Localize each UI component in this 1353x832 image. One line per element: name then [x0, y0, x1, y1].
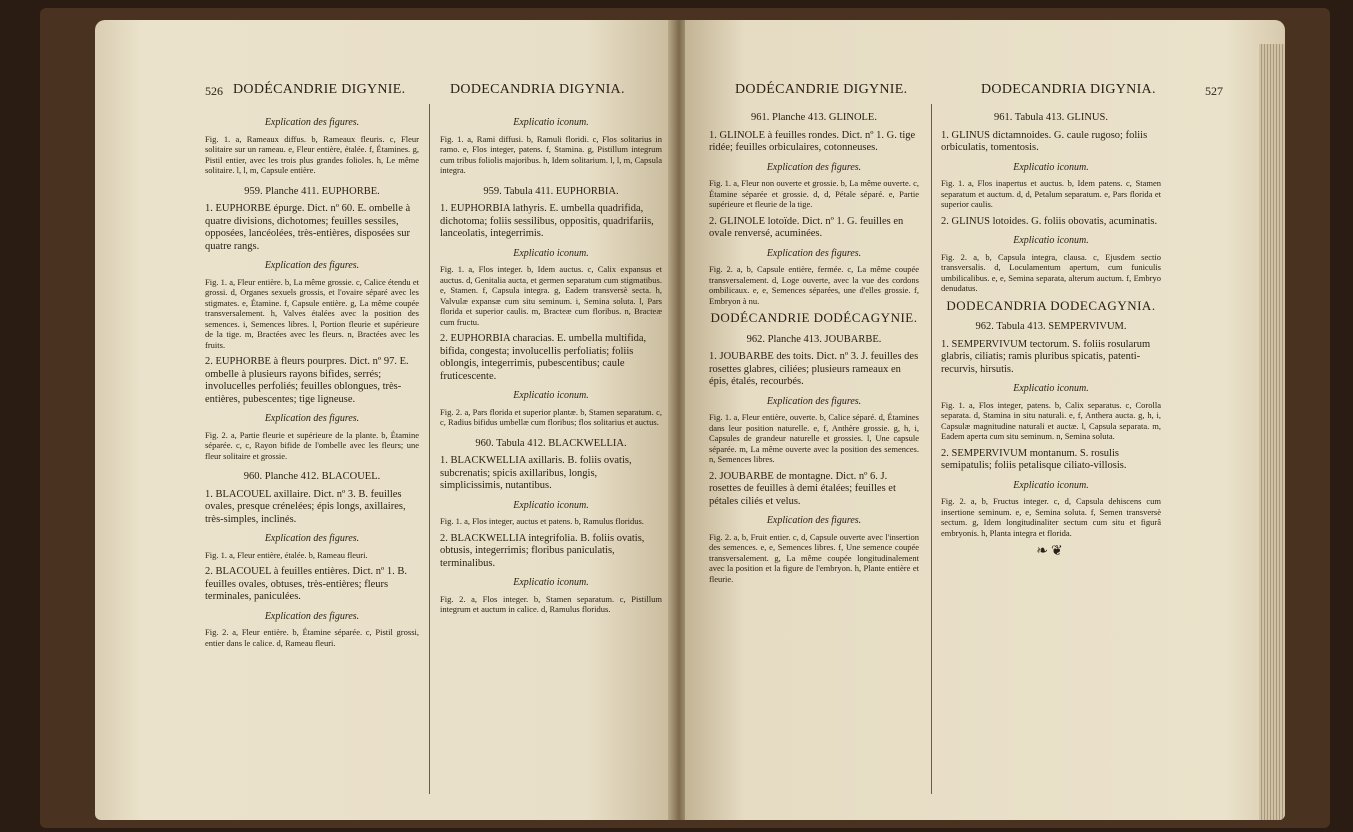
ornament: ❧❦ — [1036, 544, 1066, 559]
explication-heading: Explicatio iconum. — [513, 117, 589, 128]
explication-heading: Explication des figures. — [766, 515, 862, 526]
explication-heading: Explication des figures. — [264, 260, 360, 271]
explication-heading: Explication des figures. — [766, 395, 862, 407]
figure-description: Fig. 2. a, b, Capsule entière, fermée. c, La même coupée transversalement. d, Loge ouverte, avec la vue des cordons ombilicaux. e, e, Semences séparées, une d'elles grossie. f, Embryon à nu. — [709, 264, 919, 306]
column-french — [709, 102, 919, 588]
figure-description: Fig. 1. a, Flos integer, patens. b, Calix separatus. c, Corolla separata. d, Stamina in situ naturali. e, f, Anthera aucta. g, h, i, Capsulæ magnitudine naturali et auctæ. l, Capsula separata. m, Eadem aperta cum situ seminum. n, Semina soluta. — [941, 399, 1161, 441]
figure-description: Fig. 1. a, Flos inapertus et auctus. b, Idem patens. c, Stamen separatum et auctum. d, d, Petalum separatum. e, Pars florida et superior caulis. — [941, 178, 1161, 209]
species-entry: 1. SEMPERVIVUM tectorum. S. foliis rosularum glabris, ciliatis; ramis pluribus spicatis, patenti-recurvis, hirsutis. — [941, 338, 1151, 375]
species-entry: 1. EUPHORBE épurge. Dict. nº 60. E. ombelle à quatre divisions, dichotomes; feuilles sessiles, opposées, lancéolées, très-entières, disposées sur quatre rangs. — [205, 203, 411, 252]
figure-description: Fig. 1. a, Fleur entière, étalée. b, Rameau fleuri. — [205, 549, 368, 560]
figure-description: Fig. 1. a, Fleur entière, ouverte. b, Calice séparé. d, Étamines dans leur position naturelle. e, f, Anthère grossie. g, h, i, Capsules de grandeur naturelle et grossies. l, Une capsule séparée. m, La même ouverte avec la position des semences. n, Semences libres. — [709, 412, 919, 464]
page-number: 527 — [1205, 84, 1223, 98]
section-heading: 962. Planche 413. JOUBARBE. — [746, 333, 882, 345]
left-page — [95, 20, 673, 820]
figure-description: Fig. 2. a, b, Capsula integra, clausa. c, Ejusdem sectio transversalis. d, Loculamentum apertum, cum funiculis umbilicalibus. e, e, Semina separata, alterum auctum. f, Embryo denudatus. — [941, 251, 1161, 293]
figure-description: Fig. 1. a, Fleur entière. b, La même grossie. c, Calice étendu et grossi. d, Organes sexuels grossis, et l'ovaire séparé avec les stigmates. e, Étamine. f, Capsule entière. g, La même coupée transversalement. h, Valves étalées avec la position des semences. i, Semences libres. l, Portion fleurie et supérieure de la tige. m, Bractées avec les fleurs. n, Bractées avec les fruits. — [205, 276, 419, 350]
explication-heading: Explication des figures. — [264, 610, 360, 622]
species-entry: 1. EUPHORBIA lathyris. E. umbella quadrifida, dichotoma; foliis sessilibus, oppositis, quadrifariis, lanceolatis, integerrimis. — [440, 203, 654, 239]
explication-heading: Explication des figures. — [264, 533, 360, 544]
species-entry: 1. GLINUS dictamnoides. G. caule rugoso; foliis orbiculatis, tomentosis. — [941, 129, 1148, 153]
column-latin — [941, 102, 1161, 558]
explication-heading: Explicatio iconum. — [1013, 235, 1089, 246]
section-heading: 959. Tabula 411. EUPHORBIA. — [483, 185, 619, 197]
page-header-latin: DODECANDRIA DIGYNIA. — [981, 82, 1156, 97]
species-entry: 2. EUPHORBE à fleurs pourpres. Dict. nº 97. E. ombelle à plusieurs rayons bifides, serrés; involucelles perfoliés; feuilles oblongues, très-entières, pubescentes; tige ligneuse. — [205, 356, 409, 405]
page-header-latin: DODECANDRIA DIGYNIA. — [450, 82, 625, 97]
explication-heading: Explicatio iconum. — [513, 247, 589, 259]
figure-description: Fig. 2. a, Partie fleurie et supérieure de la plante. b, Étamine séparée. c, c, Rayon bifide de l'ombelle avec les fleurs; une fleur solitaire et grossie. — [205, 429, 419, 461]
explication-heading: Explication des figures. — [766, 247, 862, 259]
column-latin — [440, 110, 662, 619]
class-heading: DODECANDRIA DODECAGYNIA. — [946, 297, 1156, 313]
species-entry: 2. SEMPERVIVUM montanum. S. rosulis semipatulis; foliis petalisque ciliato-villosis. — [941, 447, 1127, 471]
explication-heading: Explicatio iconum. — [1013, 161, 1089, 173]
figure-description: Fig. 1. a, Fleur non ouverte et grossie. b, La même ouverte. c, Étamine séparée et grossie. d, d, Pétale séparé. e, Partie supérieure et fleurie de la tige. — [709, 178, 919, 209]
figure-description: Fig. 2. a, b, Fruit entier. c, d, Capsule ouverte avec l'insertion des semences. e, e, Semences libres. f, Une semence coupée transversalement. g, La même coupée longitudinalement avec la position et la figure de l'embryon. h, Plante entière et fleurie. — [709, 531, 919, 584]
page-header-french: DODÉCANDRIE DIGYNIE. — [233, 82, 406, 97]
explication-heading: Explication des figures. — [766, 161, 862, 173]
section-heading: 959. Planche 411. EUPHORBE. — [244, 185, 380, 197]
figure-description: Fig. 2. a, Flos integer. b, Stamen separatum. c, Pistillum integrum et auctum in calice. d, Ramulus floridus. — [440, 593, 662, 614]
page-header-french: DODÉCANDRIE DIGYNIE. — [735, 82, 908, 97]
figure-description: Fig. 2. a, Pars florida et superior plantæ. b, Stamen separatum. c, c, Radius bifidus umbellæ cum floribus; flos solitarius et auctus. — [440, 406, 662, 427]
species-entry: 2. EUPHORBIA characias. E. umbella multifida, bifida, congesta; involucellis perfoliatis; foliis oblongis, integerrimis, pubescentibus; caule fruticescente. — [440, 333, 647, 382]
figure-description: Fig. 1. a, Flos integer. b, Idem auctus. c, Calix expansus et auctus. d, Genitalia aucta, et germen separatum cum stigmatibus. e, Stamen. f, Capsula integra. g, Eadem transversè secta. h, Valvulæ expansæ cum situ seminum. i, Semina soluta. l, Pars florida et superior caulis. m, Bracteæ cum floribus. n, Bracteæ cum fructu. — [440, 264, 662, 327]
explication-heading: Explication des figures. — [264, 413, 360, 424]
figure-description: Fig. 1. a, Rami diffusi. b, Ramuli floridi. c, Flos solitarius in ramo. e, Flos integer, patens. f, Stamina. g, Pistillum integrum cum tribus foliolis majoribus. h, Idem solitarium. l, l, m, Capsula integra. — [440, 133, 662, 175]
column-french — [205, 110, 419, 652]
species-entry: 2. GLINUS lotoides. G. foliis obovatis, acuminatis. — [941, 215, 1158, 227]
explication-heading: Explicatio iconum. — [513, 390, 589, 401]
species-entry: 1. BLACKWELLIA axillaris. B. foliis ovatis, subcrenatis; spicis axillaribus, longis, simplicissimis, nutantibus. — [440, 455, 632, 491]
figure-description: Fig. 2. a, b, Fructus integer. c, d, Capsula dehiscens cum insertione seminum. e, e, Semina soluta. f, Semen transversè sectum. g, Idem longitudinaliter sectum cum situ et figurâ embryonis. h, Planta integra et florida. — [941, 496, 1161, 538]
species-entry: 2. BLACOUEL à feuilles entières. Dict. nº 1. B. feuilles ovales, obtuses, très-entières; fleurs terminales, paniculées. — [205, 566, 408, 602]
species-entry: 1. BLACOUEL axillaire. Dict. nº 3. B. feuilles ovales, presque crénelées; épis longs, axillaires, très-simples, inclinés. — [205, 488, 406, 525]
right-page — [685, 20, 1285, 820]
figure-description: Fig. 1. a, Rameaux diffus. b, Rameaux fleuris. c, Fleur solitaire sur un rameau. e, Fleur entière, étalée. f, Étamines. g, Pistil entier, avec les trois plus grandes folioles. h, Le même solitaire. l, l, m, Capsule entière. — [205, 133, 419, 175]
column-divider — [429, 104, 430, 794]
species-entry: 2. JOUBARBE de montagne. Dict. nº 6. J. rosettes de feuilles à demi étalées; feuilles et pétales ciliés et velus. — [709, 470, 896, 507]
section-heading: 961. Planche 413. GLINOLE. — [751, 112, 877, 123]
explication-heading: Explication des figures. — [264, 117, 360, 128]
section-heading: 962. Tabula 413. SEMPERVIVUM. — [975, 321, 1127, 332]
section-heading: 961. Tabula 413. GLINUS. — [994, 112, 1108, 123]
species-entry: 2. BLACKWELLIA integrifolia. B. foliis ovatis, obtusis, integerrimis; floribus paniculatis, terminalibus. — [440, 532, 645, 569]
figure-description: Fig. 2. a, Fleur entière. b, Étamine séparée. c, Pistil grossi, entier dans le calice. d, Rameau fleuri. — [205, 627, 419, 648]
species-entry: 1. JOUBARBE des toits. Dict. nº 3. J. feuilles des rosettes glabres, ciliées; plusieurs rameaux en épis, étalés, recourbés. — [709, 351, 919, 387]
species-entry: 1. GLINOLE à feuilles rondes. Dict. nº 1. G. tige ridée; feuilles orbiculaires, cotonneuses. — [709, 129, 916, 153]
class-heading: DODÉCANDRIE DODÉCAGYNIE. — [710, 310, 918, 325]
explication-heading: Explicatio iconum. — [513, 499, 589, 511]
species-entry: 2. GLINOLE lotoïde. Dict. nº 1. G. feuilles en ovale renversé, acuminées. — [709, 215, 904, 239]
page-number: 526 — [205, 84, 223, 98]
page-edges — [1259, 44, 1285, 820]
section-heading: 960. Tabula 412. BLACKWELLIA. — [475, 437, 627, 449]
column-divider — [931, 104, 932, 794]
explication-heading: Explicatio iconum. — [513, 577, 589, 588]
explication-heading: Explicatio iconum. — [1013, 479, 1089, 491]
section-heading: 960. Planche 412. BLACOUEL. — [243, 471, 381, 482]
explication-heading: Explicatio iconum. — [1013, 383, 1089, 394]
figure-description: Fig. 1. a, Flos integer, auctus et patens. b, Ramulus floridus. — [440, 516, 644, 526]
